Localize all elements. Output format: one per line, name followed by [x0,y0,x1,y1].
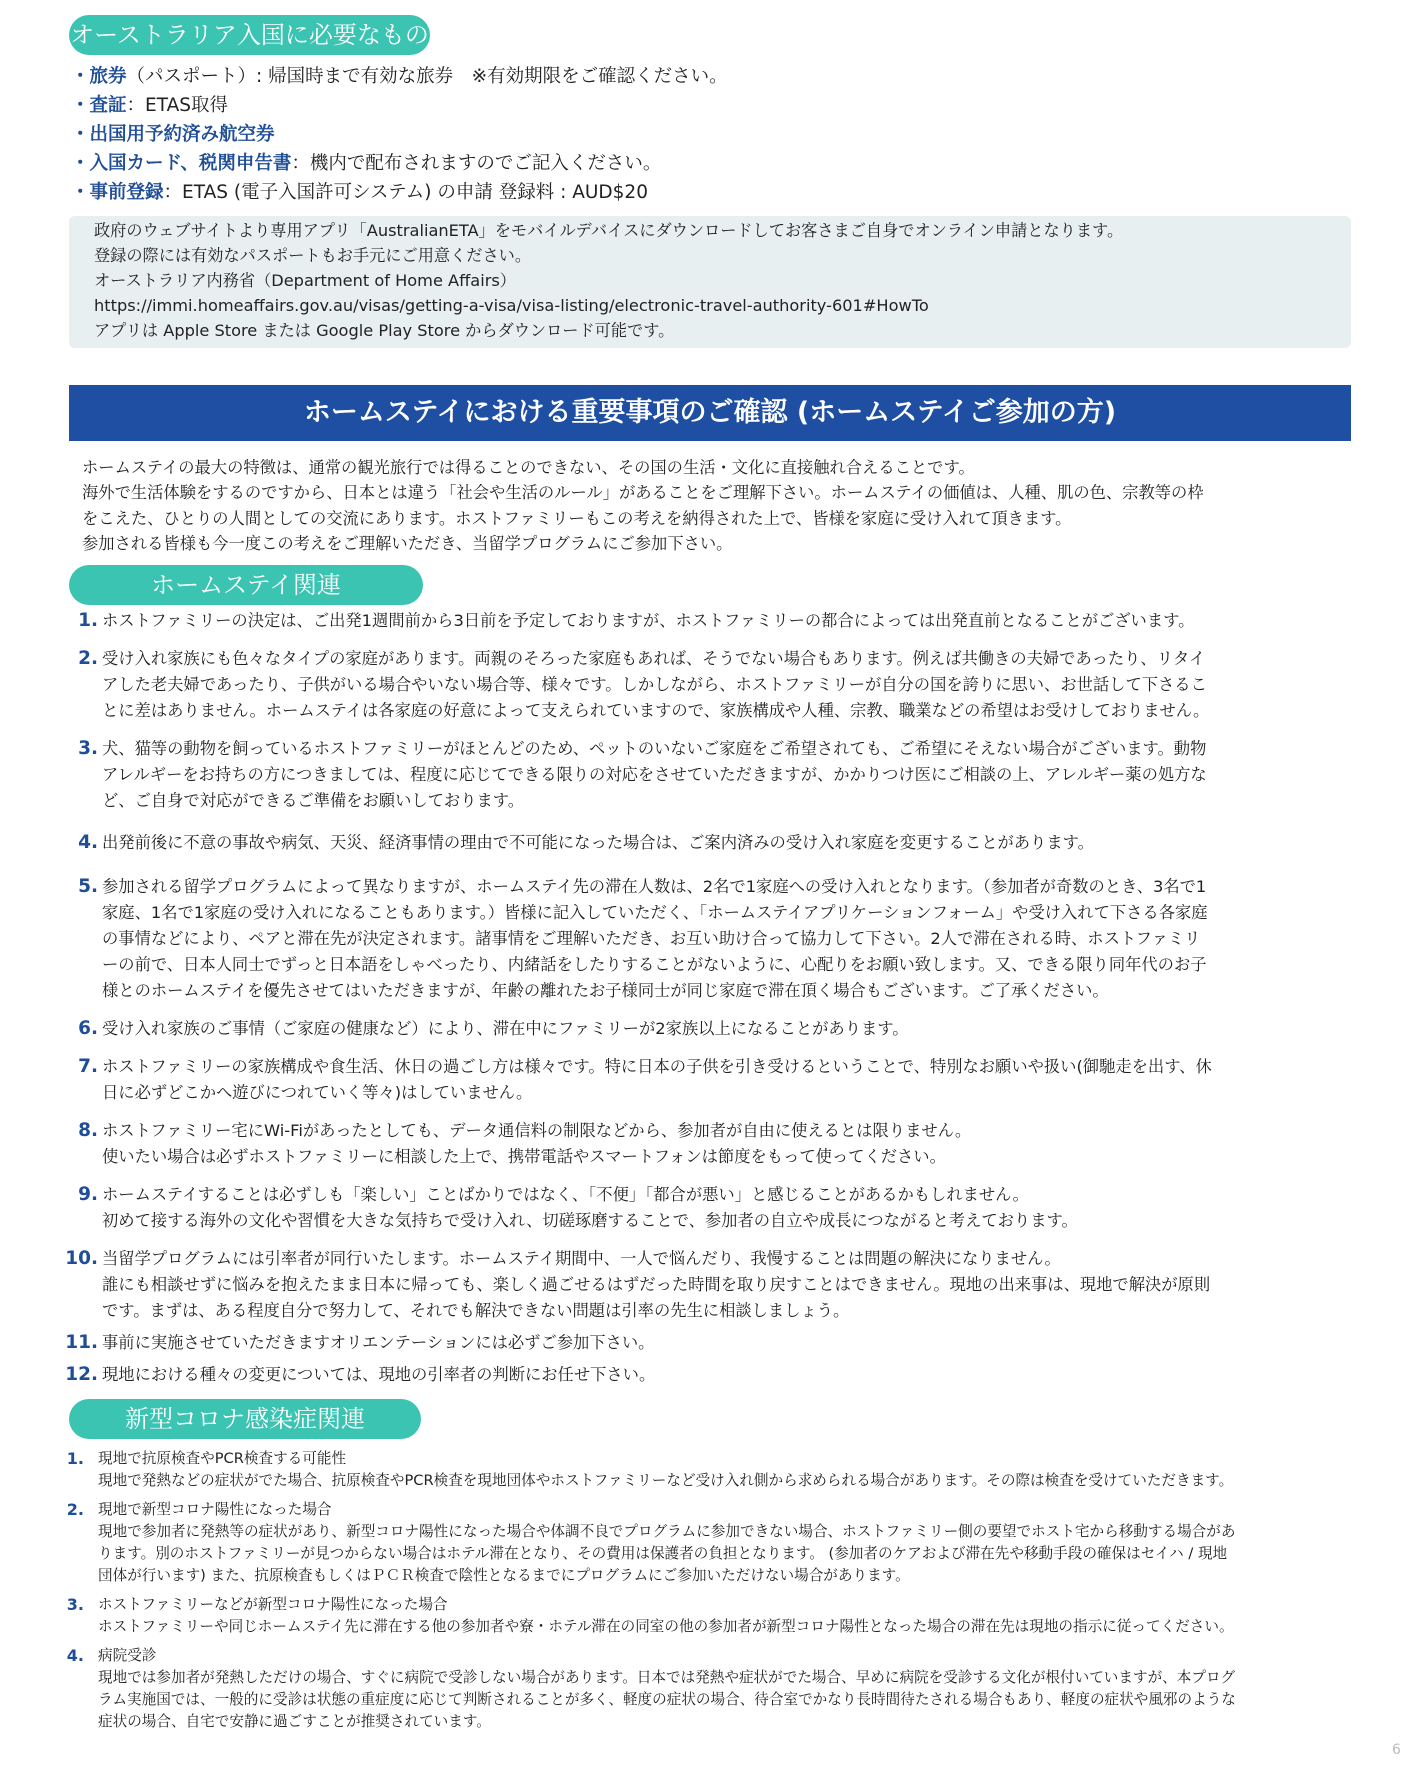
item-line: ど、ご自身で対応ができるご準備をお願いしております。 [102,791,525,810]
item-number: 4. [78,832,98,853]
item-line: 現地で参加者に発熱等の症状があり、新型コロナ陽性になった場合や体調不良でプログラムに参加できない場合、ホストファミリー側の要望でホスト宅から移動する場合があ [98,1523,1236,1540]
item-heading: 現地で新型コロナ陽性になった場合 [98,1501,332,1518]
homestay-intro [82,455,1204,557]
item-line: 受け入れ家族のご事情（ご家庭の健康など）により、滞在中にファミリーが2家族以上になることがあります。 [102,1019,909,1038]
item-text: ：機内で配布されますのでご記入ください。 [291,153,662,174]
list-item [60,1362,1212,1388]
list-item [60,646,1212,724]
intro-line: をこえた、ひとりの人間としての交流にあります。ホストファミリーもこの考えを納得された上で、皆様を家庭に受け入れて頂きます。 [82,508,1072,528]
item-term: 出国用予約済み航空券 [89,124,275,145]
page-number: 6 [1392,1742,1401,1758]
item-line: 事前に実施させていただきますオリエンテーションには必ずご参加下さい。 [102,1333,655,1352]
item-number: 10. [65,1248,98,1269]
item-number: 4. [66,1646,84,1665]
item-line: 団体が行います) また、抗原検査もしくはＰＣＲ検査で陰性となるまでにプログラムにご参加いただけない場合があります。 [98,1567,910,1584]
list-item [60,1054,1212,1106]
item-number: 5. [78,876,98,897]
item-heading: 病院受診 [98,1647,157,1664]
item-text: ：ETAS取得 [126,95,228,116]
item-term: 事前登録 [89,182,164,203]
item-line: 現地では参加者が発熱しただけの場合、すぐに病院で受診しない場合があります。日本では発熱や症状がでた場合、早めに病院を受診する文化が根付いていますが、本プログ [98,1669,1236,1686]
list-item [71,91,728,120]
list-item [60,1330,1212,1356]
entry-requirements-list [71,62,728,207]
eta-info-box [69,216,1351,348]
item-line: 症状の場合、自宅で安静に過ごすことが推奨されています。 [98,1713,491,1730]
list-item [60,1499,1236,1587]
section-title-entry-requirements: オーストラリア入国に必要なもの [69,15,430,55]
list-item [71,178,728,207]
covid-list [60,1448,1236,1733]
item-number: 2. [78,648,98,669]
item-text: （パスポート）: 帰国時まで有効な旅券 ※有効期限をご確認ください。 [126,66,728,87]
list-item [71,149,728,178]
bullet: ・ [71,182,90,203]
item-number: 6. [78,1018,98,1039]
item-heading: 現地で抗原検査やPCR検査する可能性 [98,1450,347,1467]
item-term: 査証 [89,95,127,116]
item-number: 7. [78,1056,98,1077]
item-line: ホストファミリーの家族構成や食生活、休日の過ごし方は様々です。特に日本の子供を引き受けるということで、特別なお願いや扱い(御馳走を出す、休 [102,1057,1212,1076]
item-line: の事情などにより、ペアと滞在先が決定されます。諸事情をご理解いただき、お互い助け合って協力して下さい。2人で滞在される時、ホストファミリ [102,929,1201,948]
item-line: 様とのホームステイを優先させてはいただきますが、年齢の離れたお子様同士が同じ家庭で滞在頂く場合もございます。ご了承ください。 [102,981,1109,1000]
bullet: ・ [71,95,90,116]
item-number: 3. [78,738,98,759]
section-title-homestay: ホームステイ関連 [69,565,423,605]
item-heading: ホストファミリーなどが新型コロナ陽性になった場合 [98,1596,448,1613]
item-text: ：ETAS (電子入国許可システム) の申請 登録料 : AUD$20 [163,182,648,203]
info-url[interactable]: https://immi.homeaffairs.gov.au/visas/getting-a-visa/visa-listing/electronic-travel-authority-601#HowTo [94,296,929,315]
list-item [60,1246,1212,1324]
item-number: 1. [66,1449,84,1468]
item-line: ります。別のホストファミリーが見つからない場合はホテル滞在となり、その費用は保護者の負担となります。 (参加者のケアおよび滞在先や移動手段の確保はセイハ / 現地 [98,1545,1228,1562]
list-item [60,1118,1212,1170]
item-line: ーの前で、日本人同士でずっと日本語をしゃべったり、内緒話をしたりすることがないように、心配りをお願い致します。又、できる限り同年代のお子 [102,955,1207,974]
item-line: 現地で発熱などの症状がでた場合、抗原検査やPCR検査を現地団体やホストファミリーなど受け入れ側から求められる場合があります。その際は検査を受けていただきます。 [98,1472,1234,1489]
item-line: 日に必ずどこかへ遊びにつれていく等々)はしていません。 [102,1083,533,1102]
list-item [60,1594,1236,1638]
list-item [60,830,1212,856]
item-number: 12. [65,1364,98,1385]
item-line: 受け入れ家族にも色々なタイプの家庭があります。両親のそろった家庭もあれば、そうでない場合もあります。例えば共働きの夫婦であったり、リタイ [102,649,1206,668]
info-line: 政府のウェブサイトより専用アプリ「AustralianETA」をモバイルデバイスにダウンロードしてお客さまご自身でオンライン申請となります。 [94,221,1124,240]
item-line: ホストファミリー宅にWi-Fiがあったとしても、データ通信料の制限などから、参加者が自由に使えるとは限りません。 [102,1121,972,1140]
item-number: 9. [78,1184,98,1205]
list-item [60,1448,1236,1492]
item-line: 初めて接する海外の文化や習慣を大きな気持ちで受け入れ、切磋琢磨することで、参加者の自立や成長につながると考えております。 [102,1211,1078,1230]
item-line: ホストファミリーの決定は、ご出発1週間前から3日前を予定しておりますが、ホストファミリーの都合によっては出発直前となることがございます。 [102,611,1195,630]
item-line: 当留学プログラムには引率者が同行いたします。ホームステイ期間中、一人で悩んだり、我慢することは問題の解決になりません。 [102,1249,1061,1268]
item-term: 旅券 [89,66,127,87]
item-line: アレルギーをお持ちの方につきましては、程度に応じてできる限りの対応をさせていただきますが、かかりつけ医にご相談の上、アレルギー薬の処方な [102,765,1207,784]
item-line: 誰にも相談せずに悩みを抱えたまま日本に帰っても、楽しく過ごせるはずだった時間を取り戻すことはできません。現地の出来事は、現地で解決が原則 [102,1275,1211,1294]
list-item [60,1016,1212,1042]
list-item [60,1182,1212,1234]
item-number: 1. [78,610,98,631]
item-number: 11. [65,1332,98,1353]
list-item [71,62,728,91]
intro-line: ホームステイの最大の特徴は、通常の観光旅行では得ることのできない、その国の生活・文化に直接触れ合えることです。 [82,458,975,477]
bullet: ・ [71,153,90,174]
homestay-banner-heading: ホームステイにおける重要事項のご確認 (ホームステイご参加の方) [69,385,1351,441]
item-line: アした老夫婦であったり、子供がいる場合やいない場合等、様々です。しかしながら、ホストファミリーが自分の国を誇りに思い、お世話して下さるこ [102,675,1207,694]
info-line: アプリは Apple Store または Google Play Store からダウンロード可能です。 [94,321,675,340]
item-line: とに差はありません。ホームステイは各家庭の好意によって支えられていますので、家族構成や人種、宗教、職業などの希望はお受けしておりません。 [102,701,1210,720]
list-item [60,608,1212,634]
item-line: 家庭、1名で1家庭の受け入れになることもあります。）皆様に記入していただく、「ホームステイアプリケーションフォーム」や受け入れて下さる各家庭 [102,903,1208,922]
item-number: 8. [78,1120,98,1141]
list-item [60,874,1212,1004]
item-line: 参加される留学プログラムによって異なりますが、ホームステイ先の滞在人数は、2名で1家庭への受け入れとなります。（参加者が奇数のとき、3名で1 [102,877,1207,896]
homestay-list [60,608,1212,1388]
list-item [60,1645,1236,1733]
bullet: ・ [71,124,90,145]
item-line: 現地における種々の変更については、現地の引率者の判断にお任せ下さい。 [102,1365,656,1384]
item-term: 入国カード、税関申告書 [89,153,292,174]
item-line: 出発前後に不意の事故や病気、天災、経済事情の理由で不可能になった場合は、ご案内済みの受け入れ家庭を変更することがあります。 [102,833,1094,852]
item-line: ホストファミリーや同じホームステイ先に滞在する他の参加者や寮・ホテル滞在の同室の他の参加者が新型コロナ陽性となった場合の滞在先は現地の指示に従ってください。 [98,1618,1234,1635]
item-line: 使いたい場合は必ずホストファミリーに相談した上で、携帯電話やスマートフォンは節度をもって使ってください。 [102,1147,946,1166]
info-line: オーストラリア内務省（Department of Home Affairs） [94,271,516,290]
item-line: です。まずは、ある程度自分で努力して、それでも解決できない問題は引率の先生に相談しましょう。 [102,1301,850,1320]
bullet: ・ [71,66,90,87]
item-number: 3. [66,1595,84,1614]
list-item [60,736,1212,814]
intro-line: 海外で生活体験をするのですから、日本とは違う「社会や生活のルール」があることをご理解下さい。ホームステイの価値は、人種、肌の色、宗教等の枠 [82,483,1204,503]
info-line: 登録の際には有効なパスポートもお手元にご用意ください。 [94,246,532,265]
intro-line: 参加される皆様も今一度この考えをご理解いただき、当留学プログラムにご参加下さい。 [82,534,733,554]
list-item [71,120,728,149]
item-line: 犬、猫等の動物を飼っているホストファミリーがほとんどのため、ペットのいないご家庭をご希望されても、ご希望にそえない場合がございます。動物 [102,739,1207,758]
item-line: ホームステイすることは必ずしも「楽しい」ことばかりではなく、「不便」「都合が悪い」と感じることがあるかもしれません。 [102,1185,1029,1204]
item-line: ラム実施国では、一般的に受診は状態の重症度に応じて判断されることが多く、軽度の症状の場合、待合室でかなり長時間待たされる場合もあり、軽度の症状や風邪のような [98,1691,1236,1708]
item-number: 2. [66,1500,84,1519]
section-title-covid: 新型コロナ感染症関連 [69,1399,421,1439]
